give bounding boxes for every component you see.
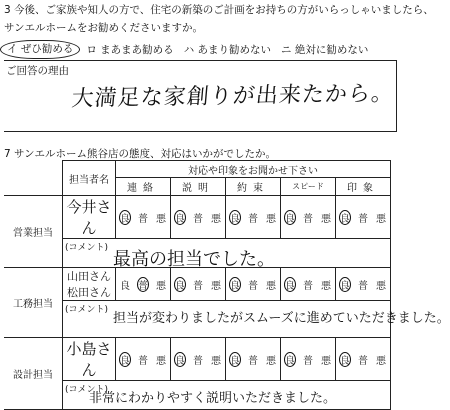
- rating-option[interactable]: 悪: [266, 355, 276, 367]
- comment-handwriting: 担当が変わりましたがスムーズに進めていただきました。: [113, 311, 450, 326]
- rating-option[interactable]: 良: [119, 352, 131, 367]
- q3-option-2[interactable]: ロ まあまあ勧める: [86, 44, 174, 56]
- rating-cell: [336, 338, 391, 381]
- rating-option[interactable]: 悪: [321, 355, 331, 367]
- rating-cell: [226, 338, 281, 381]
- cat-contact: 連絡: [116, 178, 171, 196]
- q7-question: 7 サンエルホーム熊谷店の態度、対応はいかがでしたか。: [4, 148, 276, 160]
- rating-option[interactable]: 普: [193, 280, 203, 292]
- rating-cell: [171, 196, 226, 239]
- staff-row: [4, 196, 391, 239]
- rating-option[interactable]: 良: [174, 277, 186, 292]
- rating-option[interactable]: 良: [174, 352, 186, 367]
- rating-cell: [281, 268, 336, 301]
- rating-option[interactable]: 悪: [376, 213, 386, 225]
- q3-question: 3 今後、ご家族や知人の方で、住宅の新築のご計画をお持ちの方がいらっしゃいましたら、: [4, 4, 434, 16]
- rating-option[interactable]: 普: [193, 213, 203, 225]
- rating-option[interactable]: 悪: [211, 355, 221, 367]
- rating-option[interactable]: 良: [229, 210, 241, 225]
- rating-option[interactable]: 悪: [156, 355, 166, 367]
- rating-option[interactable]: 悪: [156, 213, 166, 225]
- rating-option[interactable]: 普: [358, 280, 368, 292]
- rating-cell: [116, 196, 171, 239]
- staff-name: 今井さん: [63, 196, 116, 239]
- q3-option-1[interactable]: イ ぜひ勧める: [0, 40, 80, 59]
- rating-option[interactable]: 悪: [266, 280, 276, 292]
- cat-impression: 印象: [336, 178, 391, 196]
- rating-option[interactable]: 良: [229, 352, 241, 367]
- rating-option[interactable]: 普: [248, 355, 258, 367]
- q3-question-line2: サンエルホームをお勧めくださいますか。: [4, 22, 203, 34]
- rating-option[interactable]: 良: [284, 277, 296, 292]
- dept-label: 営業担当: [4, 196, 63, 268]
- rating-option[interactable]: 悪: [156, 280, 166, 292]
- rating-option[interactable]: 悪: [266, 213, 276, 225]
- rating-option[interactable]: 良: [229, 277, 241, 292]
- rating-cell: [226, 268, 281, 301]
- rating-option[interactable]: 普: [193, 355, 203, 367]
- header-row-1: [4, 161, 391, 178]
- rating-option[interactable]: 良: [119, 210, 131, 225]
- rating-option[interactable]: 良: [339, 352, 351, 367]
- rating-cell: [116, 338, 171, 381]
- rating-cell: [281, 196, 336, 239]
- dept-label: 設計担当: [4, 338, 63, 410]
- answer-handwriting: 大満足な家創りが出来たから。: [70, 81, 396, 112]
- evaluation-table: [4, 160, 450, 410]
- dept-label: 工務担当: [4, 268, 63, 338]
- rating-option[interactable]: 普: [303, 280, 313, 292]
- rating-option[interactable]: 悪: [321, 280, 331, 292]
- rating-option[interactable]: 普: [358, 355, 368, 367]
- comment-handwriting: 非常にわかりやすく説明いただきました。: [89, 391, 337, 406]
- rating-option[interactable]: 普: [138, 355, 148, 367]
- comment-handwriting: 最高の担当でした。: [113, 249, 275, 270]
- cat-speed: スピード: [281, 178, 336, 196]
- rating-option[interactable]: 普: [137, 277, 149, 292]
- rating-option[interactable]: 良: [120, 280, 130, 292]
- staff-row: [4, 268, 391, 301]
- rating-option[interactable]: 良: [339, 210, 351, 225]
- rating-cell: [171, 268, 226, 301]
- rating-option[interactable]: 良: [284, 352, 296, 367]
- rating-option[interactable]: 普: [248, 280, 258, 292]
- cat-explain: 説明: [171, 178, 226, 196]
- cat-promise: 約束: [226, 178, 281, 196]
- answer-label: ご回答の理由: [6, 65, 69, 77]
- rating-option[interactable]: 良: [174, 210, 186, 225]
- rating-cell: [336, 196, 391, 239]
- comment-row: [4, 301, 391, 338]
- rating-cell: [226, 196, 281, 239]
- col-person: 担当者名: [63, 161, 116, 196]
- q3-options: [4, 42, 368, 57]
- rating-option[interactable]: 普: [138, 213, 148, 225]
- staff-row: [4, 338, 391, 381]
- staff-name: 小島さん: [63, 338, 116, 381]
- rating-option[interactable]: 良: [284, 210, 296, 225]
- comment-label: (コメント): [65, 243, 109, 253]
- staff-name: 山田さん 松田さん: [63, 268, 116, 301]
- rating-option[interactable]: 悪: [376, 355, 386, 367]
- q3-option-4[interactable]: ニ 絶対に勧めない: [281, 44, 369, 56]
- rating-option[interactable]: 悪: [211, 280, 221, 292]
- q3-answer-box: [4, 60, 397, 132]
- rating-cell: [171, 338, 226, 381]
- rating-cell: [281, 338, 336, 381]
- rating-cell: [336, 268, 391, 301]
- rating-option[interactable]: 普: [358, 213, 368, 225]
- rating-option[interactable]: 良: [339, 277, 351, 292]
- rating-option[interactable]: 悪: [376, 280, 386, 292]
- comment-label: (コメント): [65, 305, 109, 315]
- rating-cell: [116, 268, 171, 301]
- rating-option[interactable]: 普: [303, 213, 313, 225]
- comment-row: [4, 381, 391, 410]
- comment-row: [4, 239, 391, 268]
- rating-option[interactable]: 普: [303, 355, 313, 367]
- q3-option-3[interactable]: ハ あまり勧めない: [183, 44, 272, 56]
- rating-option[interactable]: 悪: [211, 213, 221, 225]
- comment-label: (コメント): [65, 385, 109, 395]
- rating-option[interactable]: 普: [248, 213, 258, 225]
- col-eval: 対応や印象をお聞かせ下さい: [116, 161, 391, 178]
- rating-option[interactable]: 悪: [321, 213, 331, 225]
